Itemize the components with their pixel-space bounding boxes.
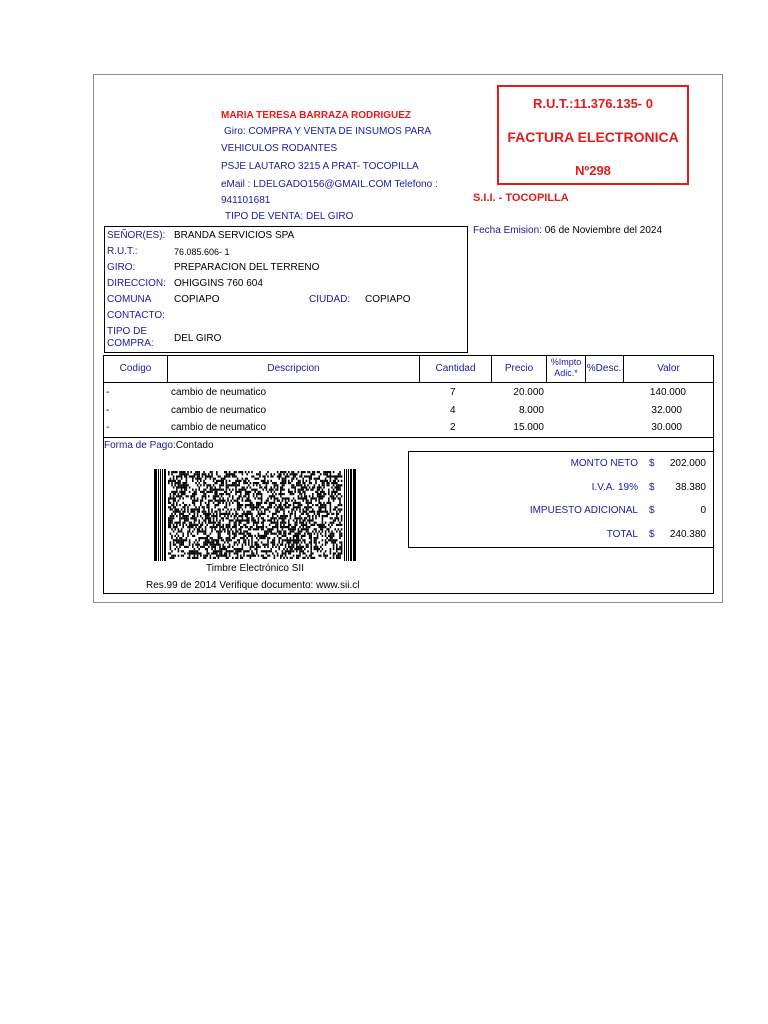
total-value: 240.380	[669, 529, 706, 540]
payment-method-value: Contado	[175, 440, 214, 451]
payment-method	[104, 440, 214, 451]
vat-currency: $	[649, 482, 655, 493]
emitter-giro-line-2: VEHICULOS RODANTES	[221, 143, 338, 154]
emitter-email: eMail : LDELGADO156@GMAIL.COM Telefono :	[221, 179, 438, 190]
client-rut: 76.085.606- 1	[174, 247, 230, 257]
net-amount-value: 202.000	[669, 458, 706, 469]
additional-tax-currency: $	[649, 505, 655, 516]
vat-value: 38.380	[675, 482, 706, 493]
col-header-impto-1: %Impto	[550, 357, 582, 367]
issuer-rut: R.U.T.:11.376.135- 0	[533, 96, 653, 111]
net-amount-label: MONTO NETO	[570, 458, 638, 469]
emission-date-value: 06 de Noviembre del 2024	[544, 225, 663, 236]
col-header-precio: Precio	[504, 363, 534, 374]
col-header-desc: %Desc.	[586, 363, 622, 374]
row-3-valor: 30.000	[651, 422, 682, 433]
row-3-cantidad: 2	[450, 422, 456, 433]
client-rut-label: R.U.T.:	[107, 246, 138, 257]
row-3-descripcion: cambio de neumatico	[171, 422, 267, 433]
total-currency: $	[649, 529, 655, 540]
col-header-codigo: Codigo	[119, 363, 152, 374]
stamp-caption: Timbre Electrónico SII	[206, 563, 304, 574]
row-1-valor: 140.000	[649, 387, 686, 398]
row-1-cantidad: 7	[450, 387, 456, 398]
client-comuna-label: COMUNA	[107, 294, 152, 305]
row-3-codigo: -	[106, 422, 110, 433]
vat-label: I.V.A. 19%	[591, 482, 638, 493]
total-label: TOTAL	[606, 529, 638, 540]
client-giro: PREPARACION DEL TERRENO	[174, 262, 320, 273]
col-header-cantidad: Cantidad	[435, 363, 476, 374]
client-address-label: DIRECCION:	[107, 278, 166, 289]
emitter-sale-type: TIPO DE VENTA: DEL GIRO	[225, 211, 354, 222]
client-contact-label: CONTACTO:	[107, 310, 165, 321]
emitter-giro-line-1: Giro: COMPRA Y VENTA DE INSUMOS PARA	[224, 126, 432, 137]
row-3-precio: 15.000	[513, 422, 544, 433]
client-city: COPIAPO	[365, 294, 411, 305]
client-purchase-type: DEL GIRO	[174, 333, 222, 344]
document-type: FACTURA ELECTRONICA	[507, 129, 679, 145]
col-header-valor: Valor	[657, 363, 680, 374]
client-address: OHIGGINS 760 604	[174, 278, 263, 289]
client-info-box	[104, 226, 468, 353]
electronic-stamp-barcode-icon	[154, 469, 356, 561]
client-name: BRANDA SERVICIOS SPA	[174, 230, 295, 241]
emission-date-label: Fecha Emision:	[473, 225, 542, 236]
row-2-valor: 32.000	[651, 405, 682, 416]
additional-tax-value: 0	[700, 505, 706, 516]
document-id-box	[497, 85, 689, 185]
emitter-address: PSJE LAUTARO 3215 A PRAT- TOCOPILLA	[221, 161, 419, 172]
row-2-descripcion: cambio de neumatico	[171, 405, 267, 416]
emitter-phone: 941101681	[221, 195, 271, 206]
document-number: Nº298	[575, 163, 611, 178]
stamp-resolution: Res.99 de 2014 Verifique documento: www.sii.cl	[146, 580, 360, 591]
net-amount-currency: $	[649, 458, 655, 469]
totals-box	[408, 451, 714, 548]
additional-tax-label: IMPUESTO ADICIONAL	[529, 505, 638, 516]
emitter-name: MARIA TERESA BARRAZA RODRIGUEZ	[221, 110, 411, 121]
client-purchase-type-label-2: COMPRA:	[107, 338, 154, 349]
col-header-impto-2: Adic.*	[554, 368, 578, 378]
client-purchase-type-label-1: TIPO DE	[107, 326, 148, 337]
emission-date	[473, 225, 662, 236]
client-name-label: SEÑOR(ES):	[107, 230, 166, 241]
payment-method-label: Forma de Pago:	[104, 440, 176, 451]
client-comuna: COPIAPO	[174, 294, 220, 305]
row-2-precio: 8.000	[518, 405, 544, 416]
col-header-descripcion: Descripcion	[267, 363, 320, 374]
sii-office: S.I.I. - TOCOPILLA	[473, 192, 569, 204]
client-city-label: CIUDAD:	[309, 294, 351, 305]
row-1-codigo: -	[106, 387, 110, 398]
row-2-codigo: -	[106, 405, 110, 416]
row-1-descripcion: cambio de neumatico	[171, 387, 267, 398]
row-1-precio: 20.000	[513, 387, 544, 398]
row-2-cantidad: 4	[450, 405, 456, 416]
client-giro-label: GIRO:	[107, 262, 136, 273]
